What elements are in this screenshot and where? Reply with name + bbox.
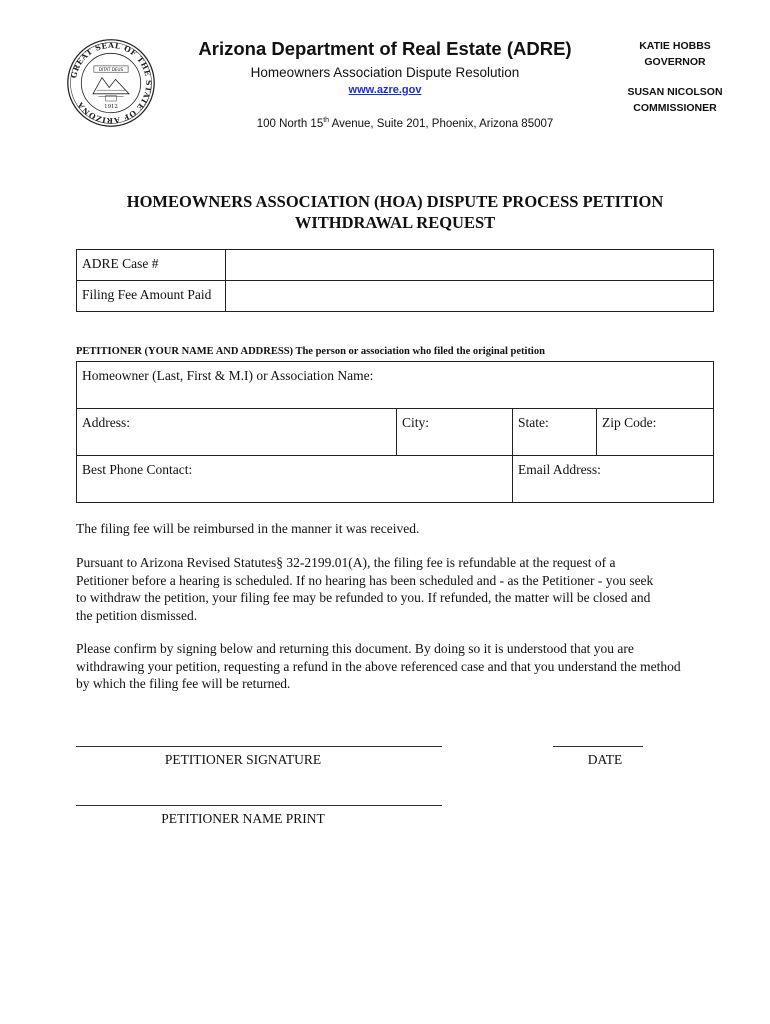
document-title: HOMEOWNERS ASSOCIATION (HOA) DISPUTE PROCESS PETITION WITHDRAWAL REQUEST: [126, 192, 664, 232]
zip-code-field[interactable]: Zip Code:: [597, 409, 714, 456]
filing-fee-field[interactable]: [226, 281, 714, 312]
reimbursement-paragraph: The filing fee will be reimbursed in the manner it was received.: [76, 521, 420, 536]
petitioner-table: [76, 361, 714, 503]
name-print-label: PETITIONER NAME PRINT: [161, 811, 325, 826]
case-number-row: [77, 250, 714, 281]
date-label: DATE: [587, 752, 623, 767]
commissioner-name: SUSAN NICOLSON: [627, 86, 723, 98]
seal-motto: DITAT DEUS: [98, 66, 124, 72]
commissioner-block: [595, 84, 755, 116]
statute-paragraph: Pursuant to Arizona Revised Statutes§ 32-2199.01(A), the filing fee is refundable at the request of a Petitioner before a hearing is scheduled. If no hearing has been scheduled and - as the Petitioner - you seek to withdraw the petition, your filing fee may be refunded to you. If refunded, the matter will be closed and the petition dismissed.: [76, 555, 654, 623]
confirmation-paragraph: Please confirm by signing below and returning this document. By doing so it is understood that you are withdrawing your petition, requesting a refund in the above referenced case and that you understand the method by which the filing fee will be returned.: [76, 641, 681, 691]
petitioner-caption: PETITIONER (YOUR NAME AND ADDRESS) The person or association who filed the original petition: [76, 346, 545, 357]
name-print-line[interactable]: [76, 805, 442, 806]
city-field[interactable]: City:: [397, 409, 513, 456]
commissioner-title: COMMISSIONER: [633, 102, 717, 114]
case-number-label: ADRE Case #: [77, 250, 226, 281]
date-line[interactable]: [553, 746, 643, 747]
email-field[interactable]: Email Address:: [513, 456, 714, 503]
website-link[interactable]: www.azre.gov: [348, 84, 422, 96]
governor-name: KATIE HOBBS: [639, 40, 711, 52]
name-field[interactable]: Homeowner (Last, First & M.I) or Association Name:: [77, 362, 714, 409]
case-info-table: [76, 249, 714, 312]
seal-year: 1912: [104, 104, 118, 111]
address-field[interactable]: Address:: [77, 409, 397, 456]
filing-fee-row: [77, 281, 714, 312]
case-number-field[interactable]: [226, 250, 714, 281]
agency-address: 100 North 15th Avenue, Suite 201, Phoenix, Arizona 85007: [256, 117, 554, 130]
agency-title: Arizona Department of Real Estate (ADRE): [198, 38, 572, 59]
governor-block: [610, 38, 740, 70]
agency-subtitle: Homeowners Association Dispute Resolution: [250, 65, 520, 80]
signature-line[interactable]: [76, 746, 442, 747]
filing-fee-label: Filing Fee Amount Paid: [77, 281, 226, 312]
svg-text:GREAT SEAL OF THE STATE OF ARI: GREAT SEAL OF THE STATE OF ARIZONA: [69, 40, 154, 126]
signature-label: PETITIONER SIGNATURE: [164, 752, 322, 767]
state-field[interactable]: State:: [513, 409, 597, 456]
governor-title: GOVERNOR: [644, 56, 706, 68]
phone-field[interactable]: Best Phone Contact:: [77, 456, 513, 503]
arizona-state-seal: [66, 38, 156, 128]
